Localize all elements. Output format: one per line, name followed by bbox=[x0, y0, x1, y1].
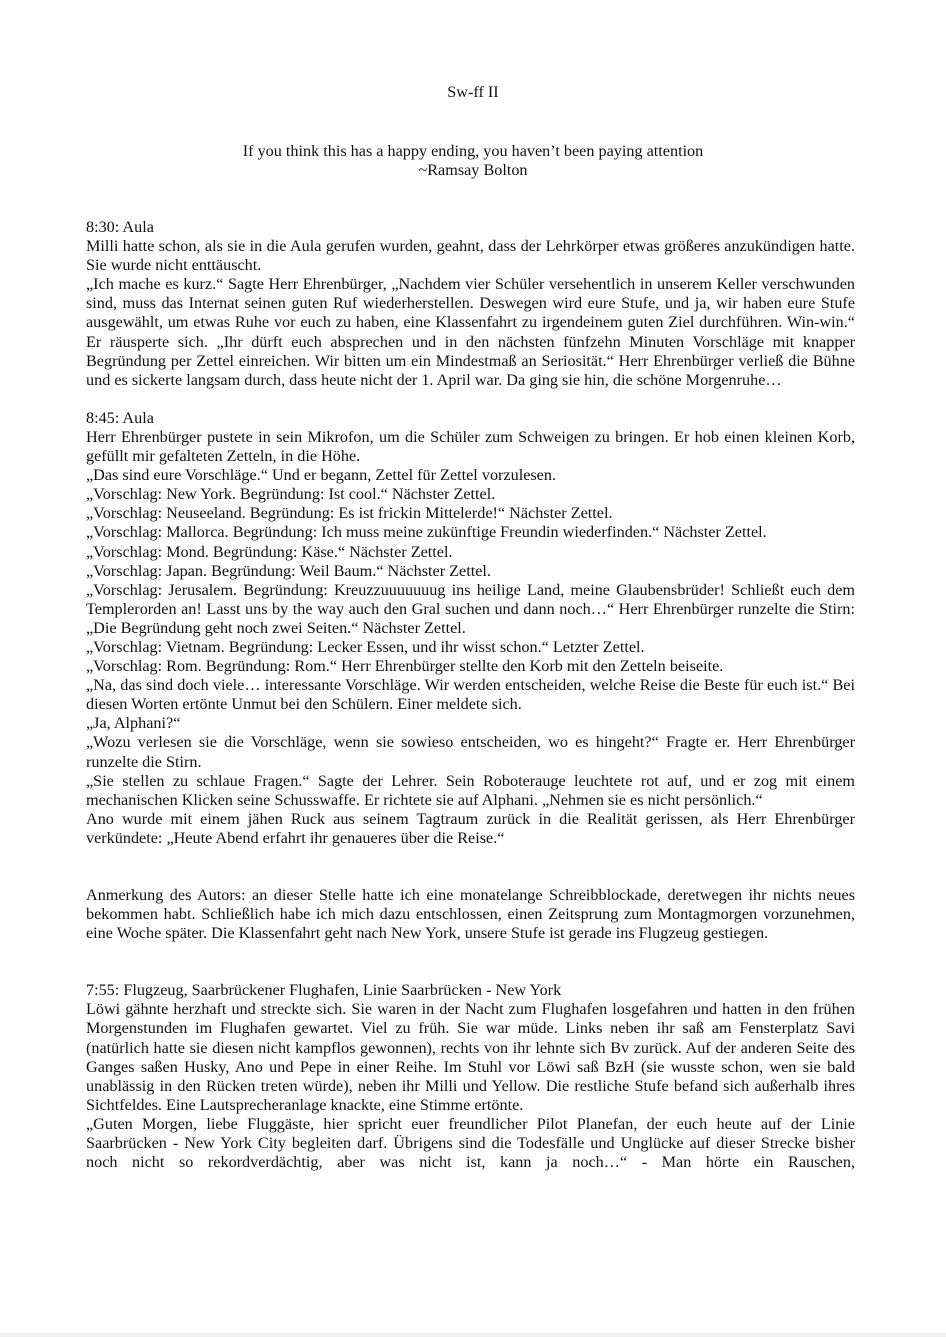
epigraph-attribution: ~Ramsay Bolton bbox=[418, 161, 528, 179]
spacer bbox=[86, 943, 855, 981]
paragraph: „Ja, Alphani?“ bbox=[86, 714, 181, 733]
paragraph: „Vorschlag: Vietnam. Begründung: Lecker Essen, und ihr wisst schon.“ Letzter Zettel. bbox=[86, 637, 645, 656]
section-heading: 8:45: Aula bbox=[86, 408, 154, 427]
section-heading: 7:55: Flugzeug, Saarbrückener Flughafen, Linie Saarbrücken - New York bbox=[86, 981, 562, 1000]
paragraph: Löwi gähnte herzhaft und streckte sich. Sie waren in der Nacht zum Flughafen losgefahren und hatten in den frühen Morgenstunden im Flughafen gewartet. Viel zu früh. Sie war müde. Links neben ihr saß am Fensterplatz Savi (natürlich hatte sie diesen nicht kampflos gewonnen), rechts von ihr lehnte sich Bv zurück. Auf der anderen Seite des Ganges saßen Husky, Ano und Pepe in einer Reihe. Im Stuhl vor Löwi saß BzH (sie wusste schon, wen sie bald unablässig in den Rücken treten würde), neben ihr Milli und Yellow. Die restliche Stufe befand sich außerhalb ihres Sichtfeldes. Eine Lautsprecheranlage knackte, eine Stimme ertönte. bbox=[86, 1000, 855, 1114]
paragraph: „Sie stellen zu schlaue Fragen.“ Sagte der Lehrer. Sein Roboterauge leuchtete rot auf, und er zog mit einem mechanischen Klicken seine Schusswaffe. Er richtete sie auf Alphani. „Nehmen sie es nicht persönlich.“ bbox=[86, 771, 855, 809]
paragraph: Milli hatte schon, als sie in die Aula gerufen wurden, geahnt, dass der Lehrkörper etwas größeres anzukündigen hatte. Sie wurde nicht enttäuscht. bbox=[86, 237, 855, 275]
paragraph: „Ich mache es kurz.“ Sagte Herr Ehrenbürger, „Nachdem vier Schüler versehentlich in unserem Keller verschwunden sind, muss das Internat seinen guten Ruf wiederherstellen. Deswegen wird eure Stufe, und ja, wir haben eure Stufe ausgewählt, um etwas Ruhe vor euch zu haben, eine Klassenfahrt zu irgendeinem guten Ziel durchführen. Win-win.“ Er räusperte sich. „Ihr dürft euch absprechen und in den nächsten fünfzehn Minuten Vorschläge mit knapper Begründung per Zettel einreichen. Wir bitten um ein Mindestmaß an Seriosität.“ Herr Ehrenbürger verließ die Bühne und es sickerte langsam durch, dass heute nicht der 1. April war. Da ging sie hin, die schöne Morgenruhe… bbox=[86, 275, 855, 389]
document-body bbox=[86, 218, 855, 1172]
paragraph: „Vorschlag: Rom. Begründung: Rom.“ Herr Ehrenbürger stellte den Korb mit den Zetteln beiseite. bbox=[86, 657, 724, 676]
paragraph: „Wozu verlesen sie die Vorschläge, wenn sie sowieso entscheiden, wo es hingeht?“ Fragte er. Herr Ehrenbürger runzelte die Stirn. bbox=[86, 733, 855, 771]
paragraph: „Vorschlag: Neuseeland. Begründung: Es ist frickin Mittelerde!“ Nächster Zettel. bbox=[86, 504, 613, 523]
paragraph: „Na, das sind doch viele… interessante Vorschläge. Wir werden entscheiden, welche Reise die Beste für euch ist.“ Bei diesen Worten ertönte Unmut bei den Schülern. Einer meldete sich. bbox=[86, 676, 855, 714]
paragraph: Ano wurde mit einem jähen Ruck aus seinem Tagtraum zurück in die Realität gerissen, als Herr Ehrenbürger verkündete: „Heute Abend erfahrt ihr genaueres über die Reise.“ bbox=[86, 809, 855, 847]
paragraph: „Vorschlag: New York. Begründung: Ist cool.“ Nächster Zettel. bbox=[86, 485, 496, 504]
spacer bbox=[86, 390, 855, 409]
paragraph: Herr Ehrenbürger pustete in sein Mikrofon, um die Schüler zum Schweigen zu bringen. Er hob einen kleinen Korb, gefüllt mir gefalteten Zetteln, in die Höhe. bbox=[86, 427, 855, 466]
epigraph bbox=[0, 142, 946, 180]
paragraph: „Guten Morgen, liebe Fluggäste, hier spricht euer freundlicher Pilot Planefan, der euch heute auf der Linie Saarbrücken - New York City begleiten darf. Übrigens sind die Todesfälle und Unglücke auf dieser Strecke bisher noch nicht so rekordverdächtig, aber was nicht ist, kann ja noch…“ - Man hörte ein Rauschen, bbox=[86, 1114, 855, 1172]
author-note: Anmerkung des Autors: an dieser Stelle hatte ich eine monatelange Schreibblockade, deretwegen ihr nichts neues bekommen habt. Schließlich habe ich mich dazu entschlossen, einen Zeitsprung zum Montagmorgen vorzunehmen, eine Woche später. Die Klassenfahrt geht nach New York, unsere Stufe ist gerade ins Flugzeug gestiegen. bbox=[86, 886, 855, 943]
paragraph: „Vorschlag: Mallorca. Begründung: Ich muss meine zukünftige Freundin wiederfinden.“ Nächster Zettel. bbox=[86, 523, 767, 542]
paragraph: „Vorschlag: Japan. Begründung: Weil Baum.“ Nächster Zettel. bbox=[86, 561, 491, 580]
section-heading: 8:30: Aula bbox=[86, 218, 154, 236]
document-title: Sw-ff II bbox=[447, 83, 499, 101]
paragraph: „Das sind eure Vorschläge.“ Und er begann, Zettel für Zettel vorzulesen. bbox=[86, 466, 557, 485]
paragraph: „Vorschlag: Mond. Begründung: Käse.“ Nächster Zettel. bbox=[86, 542, 453, 561]
epigraph-quote: If you think this has a happy ending, you haven’t been paying attention bbox=[242, 142, 704, 160]
paragraph: „Vorschlag: Jerusalem. Begründung: Kreuzzuuuuuuug ins heilige Land, meine Glaubensbrüder! Schließt euch dem Templerorden an! Lasst uns by the way auch den Gral suchen und dann noch…“ Herr Ehrenbürger runzelte die Stirn: „Die Begründung geht noch zwei Seiten.“ Nächster Zettel. bbox=[86, 580, 855, 637]
spacer bbox=[86, 848, 855, 886]
